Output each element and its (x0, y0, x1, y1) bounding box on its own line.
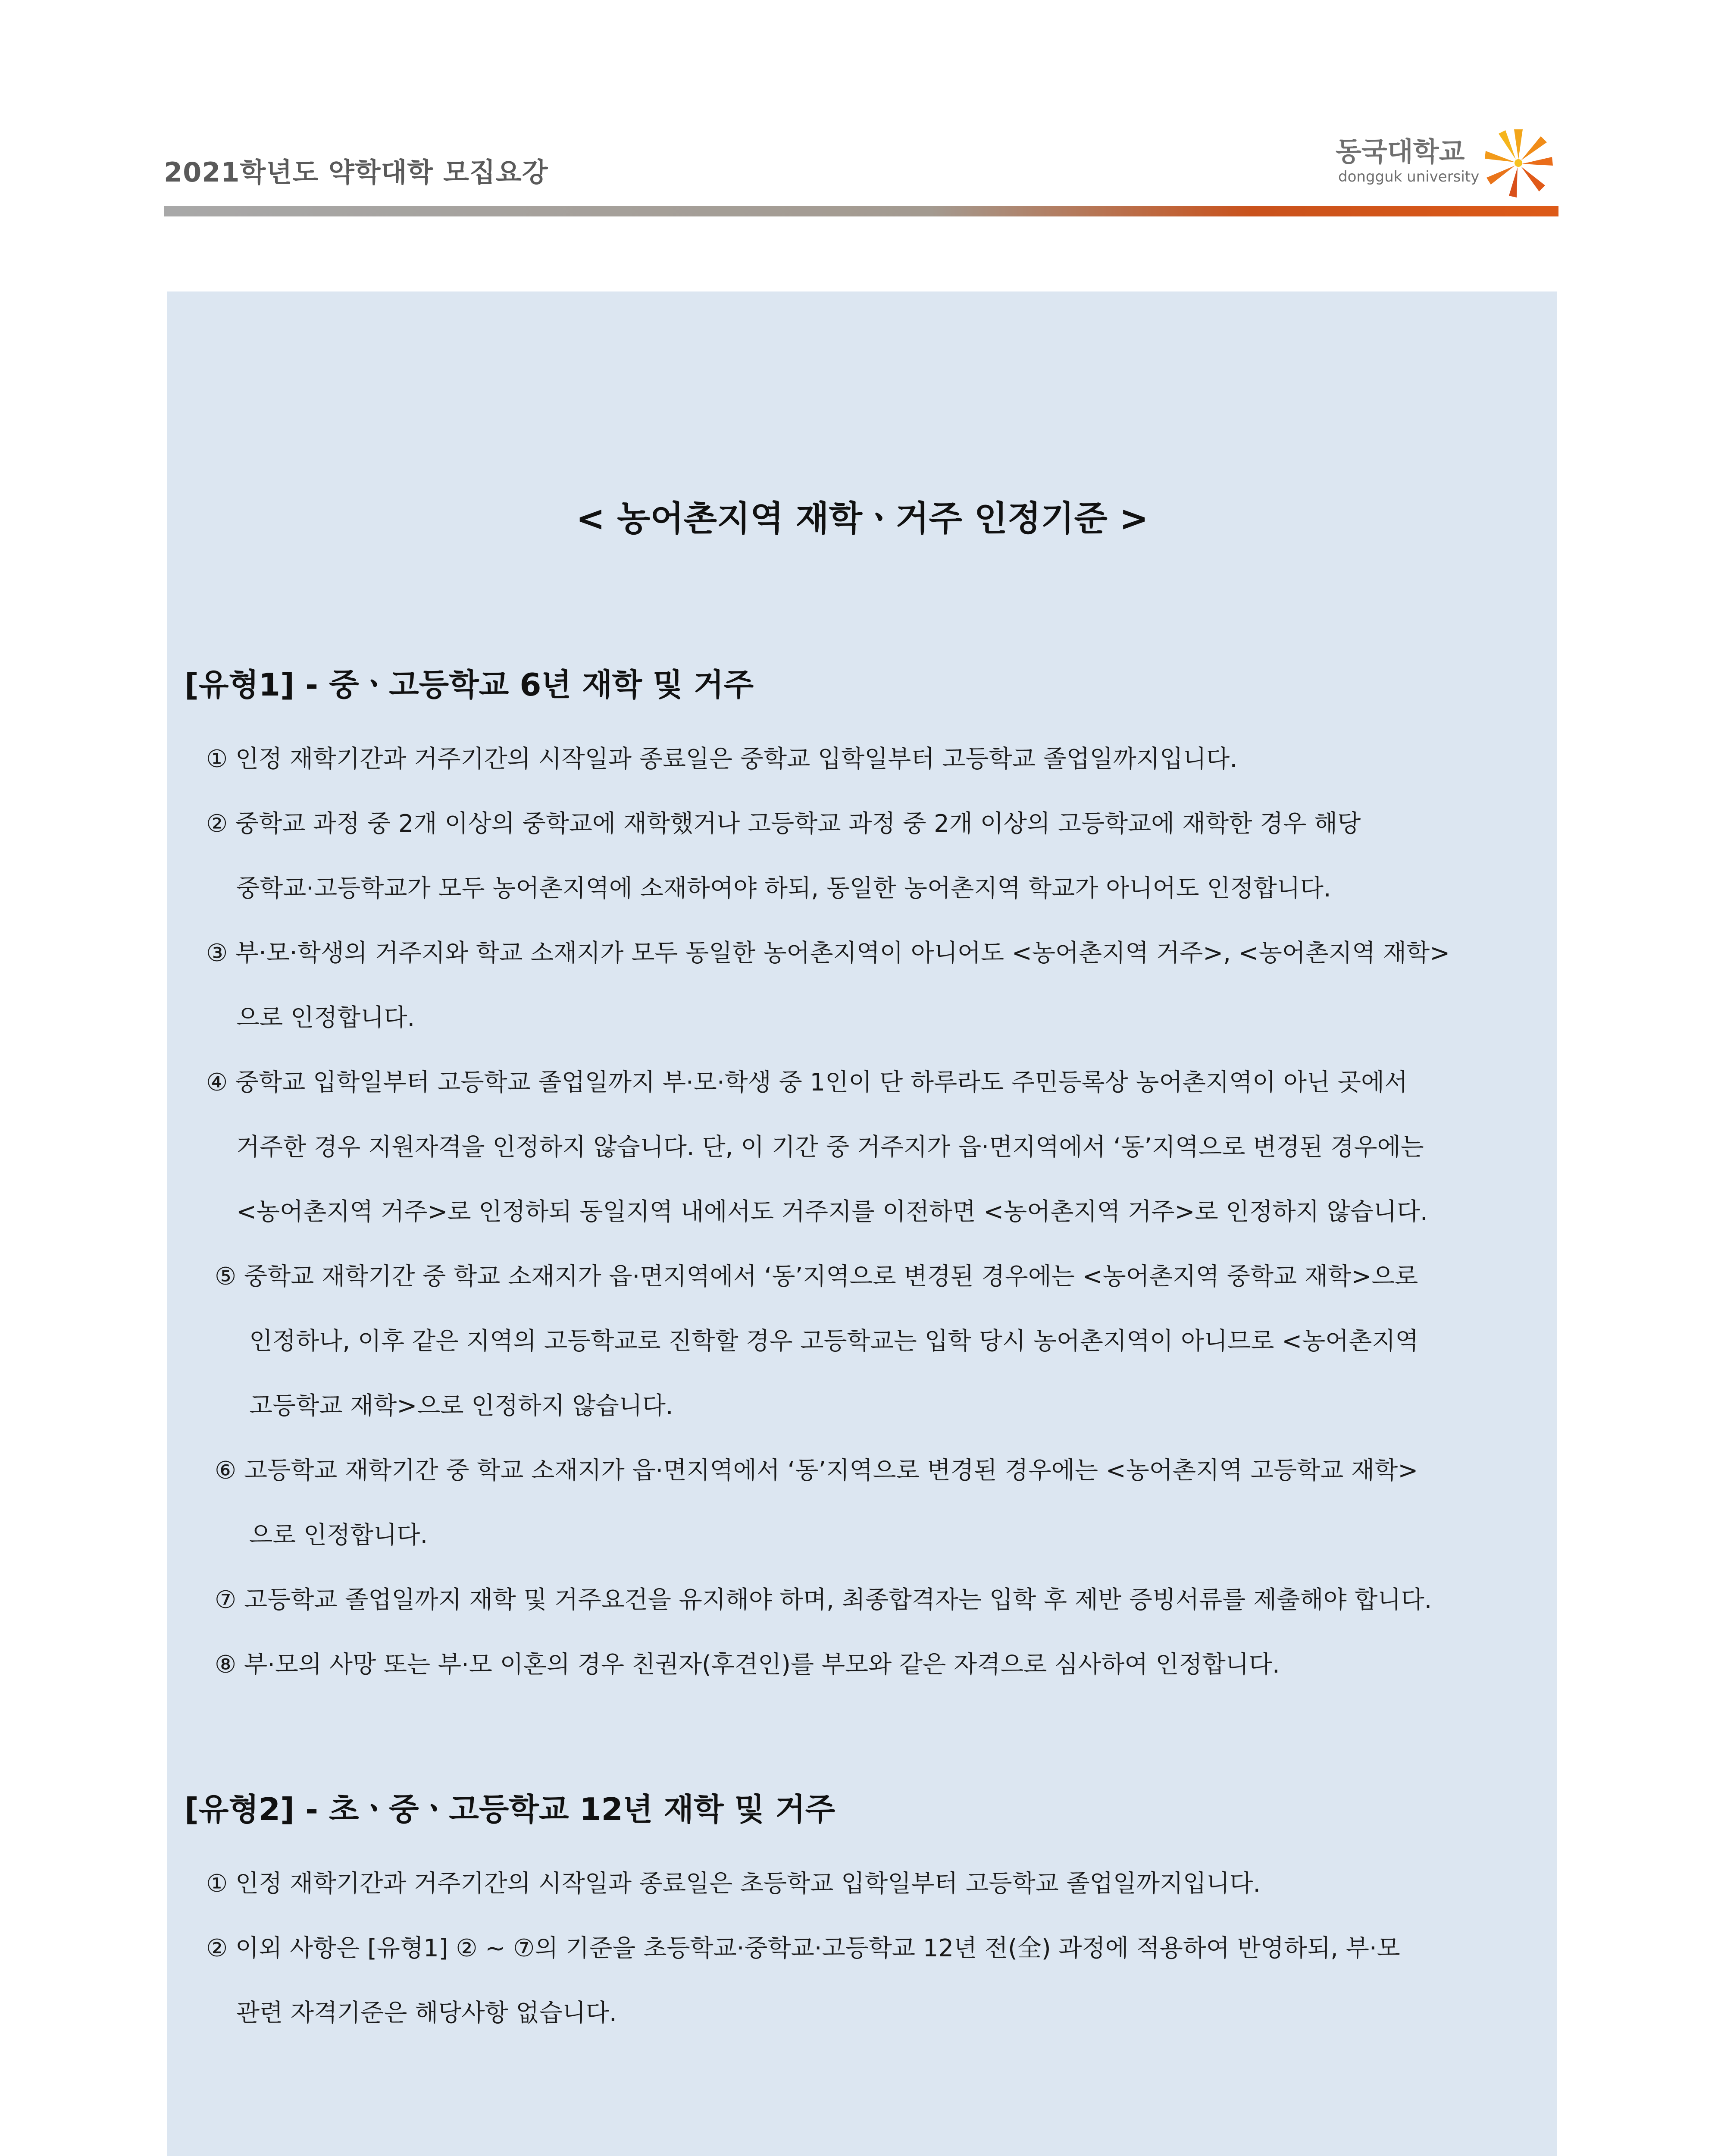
type1-item-3: ③ 부·모·학생의 거주지와 학교 소재지가 모두 동일한 농어촌지역이 아니어도 <농어촌지역 거주>, <농어촌지역 재학> (206, 939, 1450, 967)
type1-item-1: ① 인정 재학기간과 거주기간의 시작일과 종료일은 중학교 입학일부터 고등학교 졸업일까지입니다. (206, 745, 1238, 773)
header-divider (164, 206, 1558, 216)
type1-item-2-cont: 중학교·고등학교가 모두 농어촌지역에 소재하여야 하되, 동일한 농어촌지역 학교가 아니어도 인정합니다. (236, 874, 1331, 903)
type1-item-7: ⑦ 고등학교 졸업일까지 재학 및 거주요건을 유지해야 하며, 최종합격자는 입학 후 제반 증빙서류를 제출해야 합니다. (215, 1586, 1432, 1614)
main-heading: < 농어촌지역 재학ㆍ거주 인정기준 > (576, 498, 1148, 539)
type2-item-1: ① 인정 재학기간과 거주기간의 시작일과 종료일은 초등학교 입학일부터 고등학교 졸업일까지입니다. (206, 1870, 1261, 1898)
type1-item-5-cont: 인정하나, 이후 같은 지역의 고등학교로 진학할 경우 고등학교는 입학 당시 농어촌지역이 아니므로 <농어촌지역 (249, 1327, 1419, 1355)
type1-item-4: ④ 중학교 입학일부터 고등학교 졸업일까지 부·모·학생 중 1인이 단 하루라도 주민등록상 농어촌지역이 아닌 곳에서 (206, 1069, 1408, 1097)
section-title-type1: [유형1] - 중ㆍ고등학교 6년 재학 및 거주 (185, 667, 754, 703)
type1-item-3-cont: 으로 인정합니다. (236, 1004, 415, 1032)
section-title-type2: [유형2] - 초ㆍ중ㆍ고등학교 12년 재학 및 거주 (185, 1791, 836, 1827)
type1-item-8: ⑧ 부·모의 사망 또는 부·모 이혼의 경우 친권자(후견인)를 부모와 같은 자격으로 심사하여 인정합니다. (215, 1651, 1280, 1679)
starburst-logo-icon (1479, 126, 1556, 199)
logo-subtitle: dongguk university (1338, 168, 1480, 185)
type2-item-2: ② 이외 사항은 [유형1] ② ~ ⑦의 기준을 초등학교·중학교·고등학교 12년 전(全) 과정에 적용하여 반영하되, 부·모 (206, 1934, 1400, 1962)
type1-item-6-cont: 으로 인정합니다. (249, 1521, 428, 1549)
university-logo (1336, 126, 1560, 199)
header-title: 2021학년도 약학대학 모집요강 (164, 157, 548, 188)
criteria-box (167, 291, 1557, 2156)
type2-item-2-cont: 관련 자격기준은 해당사항 없습니다. (236, 1999, 617, 2027)
type1-item-2: ② 중학교 과정 중 2개 이상의 중학교에 재학했거나 고등학교 과정 중 2개 이상의 고등학교에 재학한 경우 해당 (206, 810, 1361, 838)
type1-item-6: ⑥ 고등학교 재학기간 중 학교 소재지가 읍·면지역에서 ‘동’지역으로 변경된 경우에는 <농어촌지역 고등학교 재학> (215, 1457, 1418, 1485)
type1-item-5: ⑤ 중학교 재학기간 중 학교 소재지가 읍·면지역에서 ‘동’지역으로 변경된 경우에는 <농어촌지역 중학교 재학>으로 (215, 1263, 1418, 1291)
type1-item-4-cont: 거주한 경우 지원자격을 인정하지 않습니다. 단, 이 기간 중 거주지가 읍·면지역에서 ‘동’지역으로 변경된 경우에는 (236, 1133, 1424, 1161)
type1-item-4-cont-2: <농어촌지역 거주>로 인정하되 동일지역 내에서도 거주지를 이전하면 <농어촌지역 거주>로 인정하지 않습니다. (236, 1198, 1428, 1226)
logo-name: 동국대학교 (1336, 136, 1465, 167)
type1-item-5-cont-2: 고등학교 재학>으로 인정하지 않습니다. (249, 1392, 673, 1420)
